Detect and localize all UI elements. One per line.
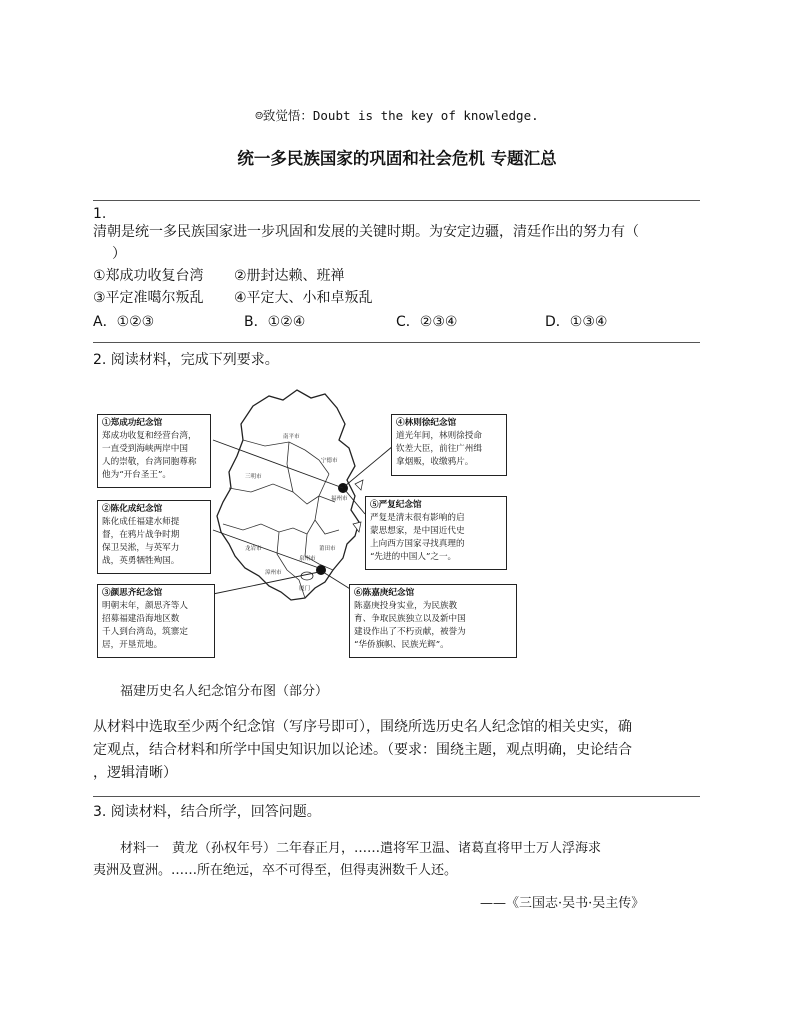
callout-line: “先进的中国人”之一。 [370, 552, 457, 562]
city-label: 龙岩市 [245, 546, 262, 552]
city-label: 漳州市 [265, 570, 282, 576]
city-label: 宁德市 [321, 458, 338, 464]
callout-title: ②陈化成纪念馆 [102, 504, 163, 514]
q2-stem: 2. 阅读材料，完成下列要求。 [93, 352, 279, 368]
q1-item-1: ①郑成功收复台湾 [93, 268, 204, 284]
city-label: 泉州市 [299, 556, 316, 562]
callout-line: 拿烟贩，收缴鸦片。 [396, 457, 474, 467]
callout-title: ⑥陈嘉庚纪念馆 [354, 588, 415, 598]
city-label: 厦门 [299, 586, 311, 592]
q1-item-2: ②册封达赖、班禅 [234, 268, 345, 284]
callout-line: 明朝末年，颜思齐等人 [102, 601, 188, 611]
q1-stem-close: ） [112, 246, 126, 262]
q1-option-b[interactable]: B．①②④ [244, 314, 306, 330]
city-label: 福州市 [331, 496, 348, 502]
q1-option-c[interactable]: C．②③④ [396, 314, 458, 330]
callout-line: 招募福建沿海地区数 [102, 614, 180, 624]
city-label: 莆田市 [319, 546, 336, 552]
divider [93, 200, 700, 201]
q2-requirement: ，逻辑清晰） [93, 765, 177, 781]
callout-line: 道光年间，林则徐授命 [396, 431, 482, 441]
motto: ☺致觉悟：Doubt is the key of knowledge. [255, 108, 539, 123]
divider [93, 342, 700, 343]
callout-title: ①郑成功纪念馆 [102, 418, 163, 428]
callout-chen-jiageng [349, 584, 517, 658]
callout-line: 陈嘉庚投身实业，为民族教 [354, 601, 458, 611]
callout-line: 督，在鸦片战争时期 [102, 530, 180, 540]
q3-stem: 3. 阅读材料，结合所学，回答问题。 [93, 804, 321, 820]
callout-title: ③颜思齐纪念馆 [102, 588, 163, 598]
callout-yan-fu [365, 496, 507, 570]
q1-option-d[interactable]: D．①③④ [545, 314, 608, 330]
callout-line: 严复是清末很有影响的启 [370, 513, 465, 523]
callout-line: 育、争取民族独立以及新中国 [354, 614, 466, 624]
callout-yan-siqi [97, 584, 215, 658]
q3-source: ——《三国志·吴书·吴主传》 [480, 896, 645, 911]
callout-line: 郑成功收复和经营台湾， [102, 431, 197, 441]
callout-line: 居，开垦荒地。 [102, 640, 163, 650]
page-title: 统一多民族国家的巩固和社会危机 专题汇总 [237, 149, 557, 168]
q1-option-a[interactable]: A．①②③ [93, 314, 155, 330]
callout-line: 千人到台湾岛，筑寨定 [102, 627, 188, 637]
callout-line: 上向西方国家寻找真理的 [370, 539, 465, 549]
callout-line: 战，英勇牺牲殉国。 [102, 556, 180, 566]
callout-line: “华侨旗帜、民族光辉”。 [354, 640, 449, 650]
memorial-dot-xiamen [316, 565, 326, 575]
callout-zheng-chenggong [97, 414, 211, 488]
callout-line: 陈化成任福建水师提 [102, 517, 180, 527]
callout-line: 钦差大臣，前往广州缉 [396, 444, 482, 454]
q1-number: 1. [93, 206, 107, 222]
callout-line: 人的崇敬，台湾同胞尊称 [102, 457, 197, 467]
q2-requirement: 定观点，结合材料和所学中国史知识加以论述。（要求：围绕主题，观点明确，史论结合 [93, 742, 632, 758]
callout-line: 一直受到海峡两岸中国 [102, 444, 188, 454]
q1-item-4: ④平定大、小和卓叛乱 [234, 290, 373, 306]
callout-line: 蒙思想家，是中国近代史 [370, 526, 465, 536]
callout-line: 建设作出了不朽贡献，被誉为 [354, 627, 466, 637]
coastal-island [355, 480, 363, 490]
q3-material: 材料一 黄龙（孙权年号）二年春正月，……遣将军卫温、诸葛直将甲士万人浮海求 [120, 841, 602, 856]
city-label: 三明市 [245, 474, 262, 480]
callout-title: ⑤严复纪念馆 [370, 500, 422, 510]
q3-material: 夷洲及亶洲。……所在绝远，卒不可得至，但得夷洲数千人还。 [93, 863, 458, 878]
callout-lin-zexu [391, 414, 507, 476]
q1-stem: 清朝是统一多民族国家进一步巩固和发展的关键时期。为安定边疆，清廷作出的努力有（ [93, 224, 639, 240]
q2-requirement: 从材料中选取至少两个纪念馆（写序号即可），围绕所选历史名人纪念馆的相关史实，确 [93, 719, 632, 735]
callout-line: 保卫吴淞，与英军力 [102, 543, 180, 553]
callout-line: 他为“开台圣王”。 [102, 470, 171, 480]
callout-chen-huacheng [97, 500, 211, 574]
callout-title: ④林则徐纪念馆 [396, 418, 457, 428]
map-caption: 福建历史名人纪念馆分布图（部分） [120, 684, 329, 699]
q1-item-3: ③平定准噶尔叛乱 [93, 290, 204, 306]
divider [93, 796, 700, 797]
fujian-memorial-map [93, 384, 521, 662]
city-label: 南平市 [283, 434, 300, 440]
